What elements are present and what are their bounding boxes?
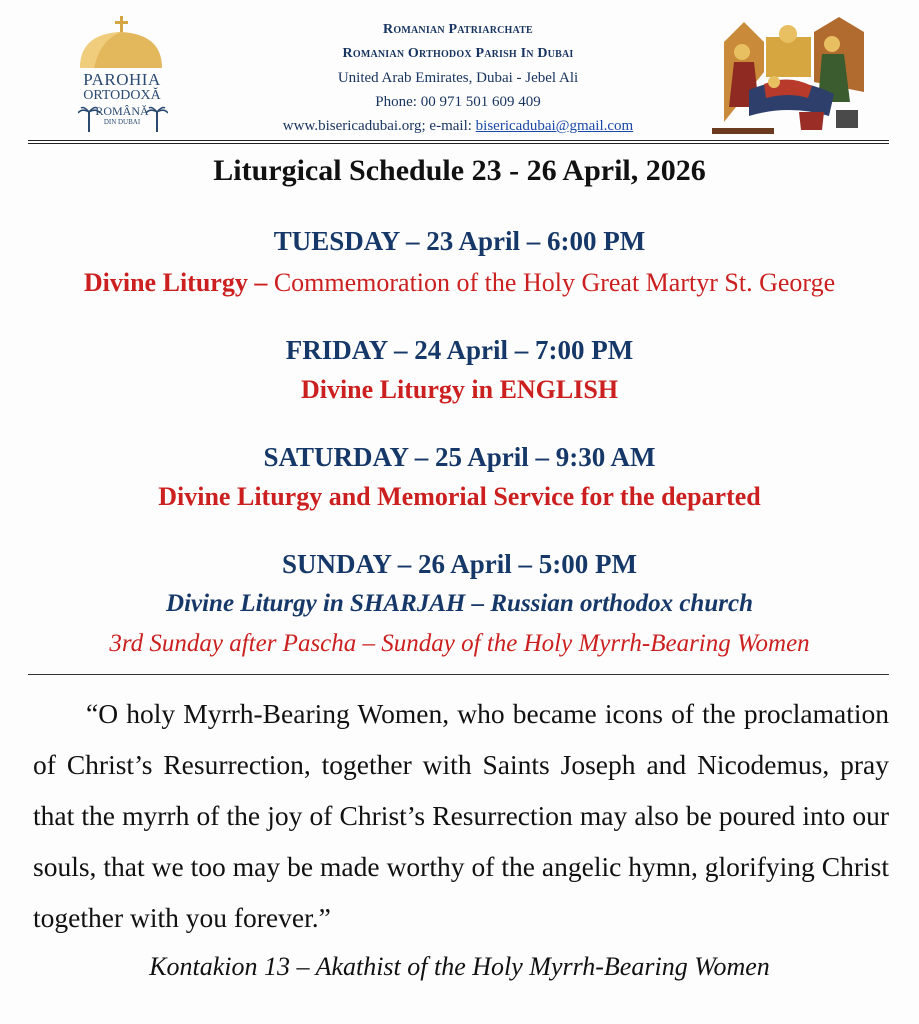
palm-tree-icon	[78, 106, 100, 132]
schedule-day-2: FRIDAY – 24 April – 7:00 PM	[285, 335, 634, 365]
nativity-icon	[704, 12, 872, 134]
logo-line-4: DIN DUBAI	[103, 118, 141, 126]
email-link[interactable]: bisericadubai@gmail.com	[475, 118, 634, 134]
parish-logo	[70, 14, 174, 132]
schedule-note-4: 3rd Sunday after Pascha – Sunday of the Holy Myrrh-Bearing Women	[109, 630, 810, 657]
schedule-service-3: Divine Liturgy and Memorial Service for the departed	[158, 482, 761, 511]
church-dome-icon	[70, 14, 174, 74]
page-title: Liturgical Schedule 23 - 26 April, 2026	[213, 154, 706, 187]
service-title: Divine Liturgy –	[83, 268, 268, 297]
logo-line-2: ORTODOXĂ	[83, 88, 161, 103]
schedule-day-1: TUESDAY – 23 April – 6:00 PM	[273, 226, 646, 256]
schedule-day-3: SATURDAY – 25 April – 9:30 AM	[263, 442, 656, 472]
org-line-2: Romanian Orthodox Parish In Dubai	[342, 46, 574, 61]
schedule-service-4: Divine Liturgy in SHARJAH – Russian orthodox church	[166, 590, 753, 617]
kontakion-quote: “O holy Myrrh-Bearing Women, who became icons of the proclamation of Christ’s Resurrection, together with Saints Joseph and Nicodemus, pray that the myrrh of the joy of Christ’s Resurrection may also be poured into our souls, that we too may be made worthy of the angelic hymn, glorifying Christ together with you forever.”	[33, 698, 889, 933]
phone: Phone: 00 971 501 609 409	[375, 94, 541, 110]
service-detail: Commemoration of the Holy Great Martyr St. George	[267, 268, 836, 297]
schedule-service-2: Divine Liturgy in ENGLISH	[300, 375, 619, 404]
logo-line-3: ROMÂNĂ	[95, 104, 149, 118]
contact-line	[218, 114, 698, 138]
letterhead	[0, 0, 919, 140]
quote-attribution: Kontakion 13 – Akathist of the Holy Myrrh-Bearing Women	[149, 952, 770, 981]
org-line-1: Romanian Patriarchate	[383, 22, 533, 37]
address: United Arab Emirates, Dubai - Jebel Ali	[337, 70, 579, 86]
palm-tree-icon	[146, 106, 168, 132]
section-divider	[28, 674, 889, 675]
header-text	[218, 18, 698, 138]
logo-line-1: PAROHIA	[83, 70, 161, 89]
header-rule	[28, 143, 889, 144]
schedule-day-4: SUNDAY – 26 April – 5:00 PM	[281, 549, 637, 579]
schedule-service-1	[0, 268, 919, 298]
header-rule	[28, 140, 889, 141]
website: www.bisericadubai.org; e-mail:	[282, 118, 476, 134]
